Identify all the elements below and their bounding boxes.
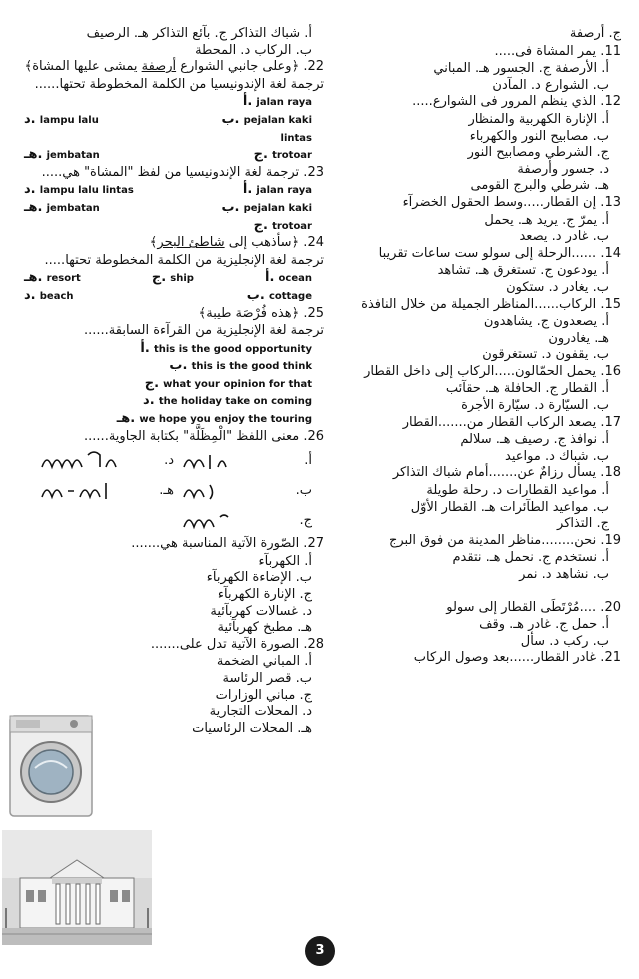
option-text: ب. السيّارة د. سيّارة الأجرة [461, 398, 609, 414]
q28-option-d: د. المحلات التجارية [209, 704, 312, 720]
q27-option-a: أ. الكهربآء [258, 553, 312, 569]
option-text: أ. يمرّ ج. يريد هـ. يحمل [484, 212, 609, 228]
right-column [325, 26, 621, 668]
washing-machine-image [2, 712, 100, 822]
q25-option-c [24, 376, 312, 394]
q25-a-label: أ. [140, 340, 150, 356]
option-text: أ. نستخدم ج. نحمل هـ. نتقدم [452, 550, 609, 566]
option-text: ب. مواعيد الطآئرات هـ. القطار الأوّل [410, 499, 609, 515]
q23-d-text: lampu lalu lintas [39, 185, 134, 197]
q28-option-a: أ. المباني الضخمة [216, 654, 312, 670]
q23-option-row-2 [24, 200, 312, 218]
q24-underlined: شاطئ البحر [157, 235, 225, 251]
q23-b-text: pejalan kaki [243, 202, 312, 214]
question-23: 23. ترجمة لغة الإندونيسيا من لفظ "المشاة" هي..... [41, 164, 324, 180]
q27-option-c: ج. الإنارة الكهربآء [217, 587, 312, 603]
q25-c-text: what your opinion for that [163, 378, 312, 390]
q23-a-label: أ. [242, 182, 253, 198]
q24-b-text: cottage [268, 290, 312, 302]
q25-b-label: ب. [169, 358, 188, 374]
q22-text-post: يمشى عليها المشاة﴾ [24, 59, 142, 75]
q25-e-label: هـ. [116, 411, 136, 427]
q23-option-row-3 [24, 218, 312, 236]
q22-b-text: pejalan kaki [243, 114, 312, 126]
q25-c-label: ج. [144, 375, 160, 391]
option-text: ب. نشاهد د. نمر [519, 567, 609, 582]
option-text: هـ. شرطي والبرج القومى [470, 178, 609, 194]
q24-option-row-2 [24, 288, 312, 306]
option-text: ب. ركب د. سأل [520, 633, 609, 649]
question-24 [24, 235, 324, 252]
option-text: ب. يغادر د. ستكون [506, 279, 609, 295]
q26-c-label: ج. [299, 512, 312, 528]
q22-a-text: jalan raya [256, 97, 312, 109]
q26-row-3 [24, 506, 312, 536]
q23-e-label: هـ. [24, 199, 43, 215]
q22-underlined: أرصفة [141, 59, 177, 75]
question-text: 20. ....مُرْتَطَى القطار إلى سولو [446, 599, 621, 615]
q24-d-text: beach [39, 290, 74, 302]
q24-d-label: د. [24, 287, 36, 303]
q26-row-1 [24, 446, 312, 476]
option-text: أ. يصعدون ج. يشاهدون [483, 314, 609, 330]
q25-d-text: the holiday take on coming [158, 396, 312, 408]
option-text: أ. يودعون ج. تستغرق هـ. تشاهد [437, 263, 609, 279]
q27-option-b: ب. الإضاءة الكهربآء [206, 570, 312, 586]
q26-b-label: ب. [295, 482, 312, 498]
q22-e-text: jembatan [46, 150, 100, 162]
q25-option-d [24, 393, 312, 411]
option-text: أ. القطار ج. الحافلة هـ. حقآئب [445, 381, 609, 397]
q22-instruction: ترجمة لغة الإندونيسيا من الكلمة المخطوطة تحتها...... [34, 76, 324, 92]
left-top-line-2: ب. الركاب د. المحطة [195, 42, 312, 58]
option-text: أ. مواعيد القطارات د. رحلة طويلة [426, 483, 609, 499]
option-text: ج. التذاكر [557, 516, 609, 532]
q22-b-label: ب. [221, 111, 240, 127]
q22-c-text: trotoar [272, 150, 312, 162]
question-text: 18. يسأل رزامٌ عن.......أمام شباك التذاكر [392, 465, 621, 481]
q23-b-label: ب. [221, 199, 240, 215]
q25-a-text: this is the good opportunity [153, 343, 312, 355]
option-text: ب. غادر د. يصعد [519, 229, 609, 245]
q22-d-label: د. [24, 111, 36, 127]
q23-e-text: jembatan [46, 202, 100, 214]
q22-c-label: ج. [253, 147, 268, 163]
javanese-script-e-icon [36, 477, 156, 505]
q22-option-row-2 [24, 112, 312, 130]
question-text: 17. يصعد الركاب القطار من.......القطار [402, 414, 621, 430]
option-text: أ. حمل ج. غادر هـ. وقف [479, 617, 609, 633]
option-text: ج. الشرطي ومصابيح النور [467, 145, 609, 161]
q28-option-c: ج. مباني الوزارات [215, 687, 312, 703]
q22-option-row-4 [24, 147, 312, 165]
q22-e-label: هـ. [24, 147, 43, 163]
q25-option-b [24, 358, 312, 376]
option-text: ب. مصابيح النور والكهرباء [469, 128, 609, 144]
q28-option-e: هـ. المحلات الرئاسيات [192, 720, 312, 736]
javanese-script-c-icon [174, 507, 294, 535]
question-text: 11. يمر المشاة فى..... [494, 43, 621, 59]
q23-option-row-1 [24, 182, 312, 200]
q23-c-text: trotoar [272, 220, 312, 232]
q26-d-label: د. [164, 452, 174, 468]
q24-b-label: ب. [246, 287, 265, 303]
q24-text-pre: 24. ﴿سأذهب إلى [224, 235, 324, 251]
question-text: 13. إن القطار.....وسط الحقول الخضرآء [402, 194, 621, 210]
question-text: 14. ......الرحلة إلى سولو ست ساعات تقريبا [378, 245, 621, 261]
q26-e-label: هـ. [159, 482, 174, 498]
line-text: ج. أرصفة [569, 26, 621, 41]
q24-c-label: ج. [151, 270, 167, 286]
q24-option-row-1 [24, 270, 312, 288]
javanese-script-b-icon [174, 477, 294, 505]
q25-instruction: ترجمة لغة الإنجليزية من القرآءة السابقة...... [83, 323, 324, 339]
q22-b-text-cont: lintas [280, 132, 312, 144]
q23-d-label: د. [24, 182, 36, 198]
question-text: 19. نحن........مناظر المدينة من فوق البرج [388, 532, 621, 548]
question-26: 26. معنى اللفظ "الْمِظَلَّة" بكتابة الجاوية...... [84, 428, 324, 444]
option-text: ب. يقفون د. تستغرقون [482, 347, 609, 363]
q24-e-text: resort [46, 273, 81, 285]
option-text: د. جسور وأرصفة [517, 161, 609, 177]
javanese-script-a-icon [174, 447, 294, 475]
javanese-script-d-icon [36, 447, 156, 475]
palace-building-image [2, 830, 152, 945]
q22-d-text: lampu lalu [39, 114, 99, 126]
page-number: 3 [305, 936, 335, 966]
q27-option-e: هـ. مطبخ كهربآئية [217, 620, 312, 636]
option-text: أ. نوافذ ج. رصيف هـ. سلالم [460, 432, 609, 448]
question-28: 28. الصورة الآتية تدل على....... [150, 636, 324, 652]
q22-a-label: أ. [242, 94, 253, 110]
q24-c-text: ship [170, 273, 194, 285]
option-text: ب. الشوارع د. المآدن [492, 77, 609, 93]
q26-a-label: أ. [304, 452, 312, 468]
question-text: 16. يحمل الحمّالون.....الركاب إلى داخل القطار [364, 363, 621, 379]
q24-text-post: ﴾ [149, 235, 158, 251]
question-27: 27. الصّورة الآتية المناسبة هي....... [131, 536, 324, 552]
q24-a-label: أ. [264, 270, 275, 286]
q24-a-text: ocean [278, 273, 312, 285]
option-text: أ. الأرصفة ج. الجسور هـ. المباني [433, 61, 609, 77]
q26-row-2 [24, 476, 312, 506]
q22-text-pre: 22. ﴿وعلى جانبي الشوارع [176, 59, 324, 75]
q28-option-b: ب. قصر الرئاسة [222, 671, 312, 686]
q23-a-text: jalan raya [256, 185, 312, 197]
q25-option-a [24, 341, 312, 359]
q25-option-e [24, 411, 312, 429]
q25-d-label: د. [143, 393, 155, 409]
question-text: 21. غادر القطار......بعد وصول الركاب [413, 650, 621, 666]
q23-c-label: ج. [253, 217, 268, 233]
q24-e-label: هـ. [24, 270, 43, 286]
left-top-line-1: أ. شباك التذاكر ج. بآئع التذاكر هـ. الرصيف [86, 26, 312, 41]
left-column [24, 26, 324, 737]
spacer [325, 584, 621, 600]
q22-option-row-1 [24, 94, 312, 112]
question-text: 15. الركاب......المناظر الجميلة من خلال النافذة [361, 296, 621, 312]
q22-option-row-3 [24, 130, 312, 148]
option-text: ب. شباك د. مواعيد [505, 448, 609, 464]
question-25: 25. ﴿هذه فُرْصَة طيبة﴾ [198, 305, 324, 321]
q25-b-text: this is the good think [191, 361, 312, 373]
option-text: أ. الإنارة الكهربية والمنظار [468, 111, 609, 127]
question-text: 12. الذي ينظم المرور فى الشوارع..... [412, 94, 621, 110]
option-text: هـ. يغادرون [548, 330, 609, 346]
q24-instruction: ترجمة لغة الإنجليزية من الكلمة المخطوطة تحتها..... [44, 252, 324, 268]
q27-option-d: د. غسالات كهربآئية [210, 603, 312, 619]
question-22 [24, 59, 324, 76]
q25-e-text: we hope you enjoy the touring [139, 414, 312, 426]
